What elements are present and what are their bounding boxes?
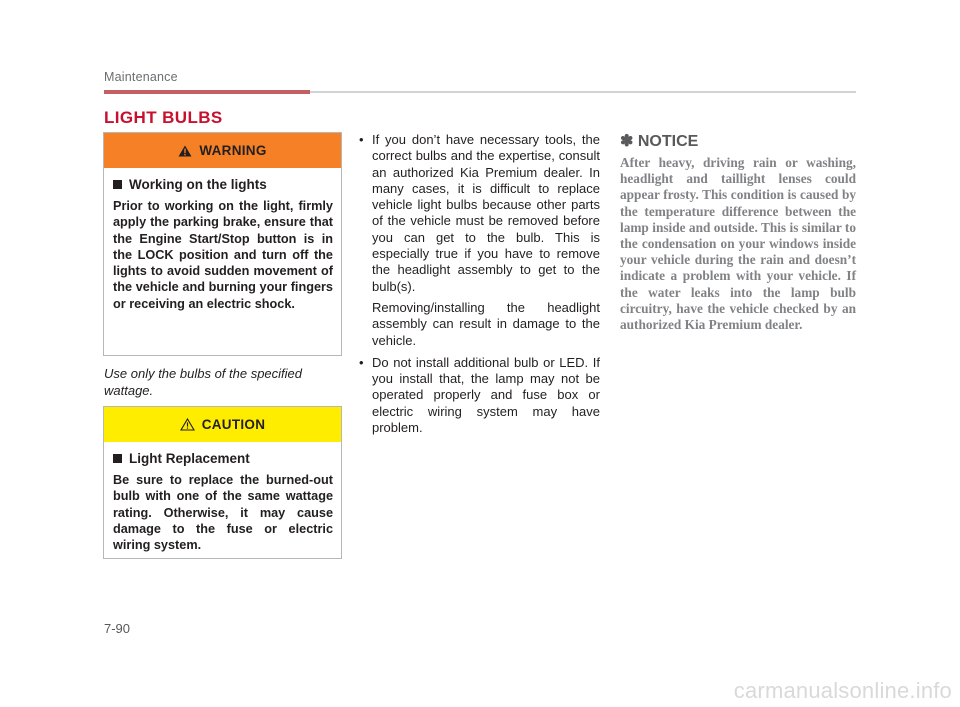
bullet-continuation: Removing/installing the headlight assembly can result in damage to the vehicle. <box>372 299 600 348</box>
square-bullet-icon <box>113 180 122 189</box>
caution-triangle-icon <box>180 418 195 431</box>
warning-box <box>103 132 342 356</box>
wattage-note: Use only the bulbs of the specified wattage. <box>104 366 303 398</box>
caution-box <box>103 406 342 559</box>
caution-text: Be sure to replace the burned-out bulb with one of the same wattage rating. Otherwise, it may cause damage to the fuse or electric wiring system. <box>113 473 333 553</box>
bullet-dot-icon: • <box>359 354 364 370</box>
caution-heading <box>113 451 341 466</box>
list-item <box>358 355 600 436</box>
page-number: 7-90 <box>104 621 131 636</box>
caution-header <box>104 407 341 442</box>
header-rule <box>310 91 856 93</box>
caution-label: CAUTION <box>201 417 266 432</box>
caution-heading-text: Light Replacement <box>129 451 250 466</box>
notice-text: After heavy, driving rain or washing, headlight and taillight lenses could appear frosty. This condition is caused by the temperature difference between the lamp inside and outside. This is similar to the condensation on your windows inside your vehicle during the rain and doesn’t indicate a problem with your vehicle. If the water leaks into the lamp bulb circuitry, have the vehicle checked by an authorized Kia Premium dealer. <box>620 155 856 333</box>
square-bullet-icon <box>113 454 122 463</box>
warning-text: Prior to working on the light, firmly apply the parking brake, ensure that the Engine Start/Stop button is in the LOCK position and turn off the lights to avoid sudden movement of the vehicle and burning your fingers or receiving an electric shock. <box>113 199 333 311</box>
page-title: LIGHT BULBS <box>104 108 223 127</box>
warning-heading <box>113 177 341 192</box>
watermark: carmanualsonline.info <box>733 678 952 703</box>
bullet-text: If you don’t have necessary tools, the correct bulbs and the expertise, consult an authorized Kia Premium dealer. In many cases, it is difficult to replace vehicle light bulbs because other parts of the vehicle must be removed before you can get to the bulb. This is especially true if you have to remove the headlight assembly to get to the bulb(s). <box>372 132 600 294</box>
list-item <box>358 132 600 295</box>
bullet-text: Do not install additional bulb or LED. If you install that, the lamp may not be operated properly and fuse box or electric wiring system may have problem. <box>372 354 600 436</box>
instructions-column <box>358 132 600 436</box>
bullet-dot-icon: • <box>359 132 364 147</box>
warning-label: WARNING <box>199 143 267 158</box>
section-label: Maintenance <box>104 70 178 84</box>
warning-triangle-icon <box>178 145 192 157</box>
warning-heading-text: Working on the lights <box>129 177 267 192</box>
warning-header <box>104 133 341 168</box>
header-accent-bar <box>104 90 310 94</box>
notice-title: ✽ NOTICE <box>620 133 699 150</box>
